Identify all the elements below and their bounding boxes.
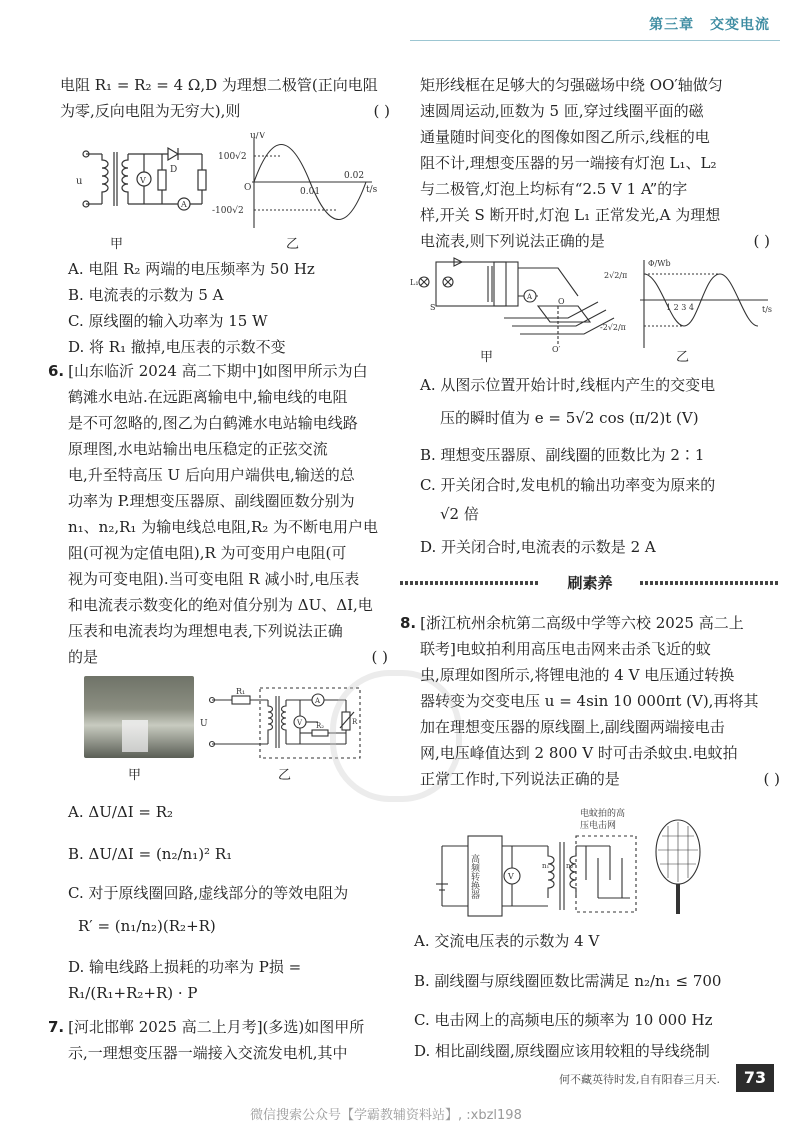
q6-text-line: 电,升至特高压 U 后向用户端供电,输送的总 <box>68 466 355 484</box>
wechat-watermark-text: 微信搜索公众号【学霸教辅资料站】, :xbzl198 <box>250 1108 522 1123</box>
banner-rule-right <box>640 581 780 585</box>
q8-text-line: 联考]电蚊拍利用高压电击网来击杀飞近的蚊 <box>420 640 711 658</box>
answer-paren: ( ) <box>371 648 388 666</box>
q8-text-line: 加在理想变压器的原线圈上,副线圈两端接电击 <box>420 718 725 736</box>
q8-options <box>414 924 774 1066</box>
svg-text:A: A <box>315 697 321 705</box>
option-b: B. 理想变压器原、副线圈的匝数比为 2∶1 <box>420 446 705 464</box>
question-7-start <box>48 1014 388 1066</box>
svg-text:R₁: R₁ <box>236 687 246 696</box>
question-source: [山东临沂 2024 高二下期中] <box>68 362 263 380</box>
fig-label-yi: 乙 <box>278 768 292 783</box>
option-c-cont: √2 倍 <box>440 505 479 523</box>
option-d: D. 将 R₁ 撤掉,电压表的示数不变 <box>68 338 286 356</box>
q7-generator-circuit <box>419 258 614 346</box>
question-7-body <box>420 72 770 254</box>
q5-t-axis-label: t/s <box>366 185 378 195</box>
option-c: C. 开关闭合时,发电机的输出功率变为原来的 <box>420 476 716 494</box>
net-label-line2: 压电击网 <box>580 821 617 831</box>
q6-text-line: 功率为 P.理想变压器原、副线圈匝数分别为 <box>68 492 355 510</box>
q8-circuit-diagram <box>430 806 720 920</box>
fig-label-jia: 甲 <box>128 768 142 783</box>
q7-text-line: 通量随时间变化的图像如图乙所示,线框的电 <box>420 128 710 146</box>
q7-text-line: 样,开关 S 断开时,灯泡 L₁ 正常发光,A 为理想 <box>420 206 721 224</box>
q8-text-line: 网,电压峰值达到 2 800 V 时可击杀蚊虫.电蚊拍 <box>420 744 738 762</box>
svg-text:V: V <box>297 719 303 727</box>
option-a: A. ΔU/ΔI = R₂ <box>68 803 174 821</box>
q6-text-line: 视为可变电阻).当可变电阻 R 减小时,电压表 <box>68 570 360 588</box>
q8-text-line: 虫,原理如图所示,将锂电池的 4 V 电压通过转换 <box>420 666 735 684</box>
net-label-line1: 电蚊拍的高 <box>580 809 626 819</box>
q5-voltage-graph <box>252 138 372 228</box>
q6-text-line: 是不可忽略的,图乙为白鹤滩水电站输电线路 <box>68 414 358 432</box>
q7-figures <box>408 256 788 356</box>
option-a-formula: 压的瞬时值为 e = 5√2 cos (π/2)t (V) <box>440 409 699 427</box>
option-c: C. 原线圈的输入功率为 15 W <box>68 312 268 330</box>
q5-t1: 0.01 <box>300 187 321 197</box>
q6-text-line: 鹤滩水电站.在远距离输电中,输电线的电阻 <box>68 388 348 406</box>
q6-text-line: 如图甲所示为白 <box>262 362 368 380</box>
svg-text:D: D <box>170 165 178 175</box>
question-number: 6. <box>48 362 65 380</box>
svg-text:L₁: L₁ <box>410 278 419 287</box>
banner-rule-left <box>400 581 540 585</box>
svg-text:A: A <box>181 200 187 209</box>
q5-text-line: 为零,反向电阻为无穷大),则 <box>60 102 241 120</box>
option-b: B. ΔU/ΔI = (n₂/n₁)² R₁ <box>68 845 233 863</box>
question-number: 8. <box>400 614 417 632</box>
q7-options <box>420 372 770 564</box>
q5-u-axis-label: u/V <box>250 132 266 141</box>
option-b: B. 电流表的示数为 5 A <box>68 286 224 304</box>
answer-paren: ( ) <box>763 770 780 788</box>
q7-t-axis-label: t/s <box>762 305 773 314</box>
svg-text:u: u <box>76 176 83 187</box>
q6-text-line: 和电流表示数变化的绝对值分别为 ΔU、ΔI,电 <box>68 596 373 614</box>
q7-flux-graph <box>640 260 768 348</box>
option-c: C. 电击网上的高频电压的频率为 10 000 Hz <box>414 1011 713 1029</box>
option-a: A. 电阻 R₂ 两端的电压频率为 50 Hz <box>68 260 315 278</box>
q7-text-line: 速圆周运动,匝数为 5 匝,穿过线圈平面的磁 <box>420 102 704 120</box>
q5-origin: O <box>244 183 252 193</box>
section-banner <box>400 572 780 594</box>
svg-text:n₂: n₂ <box>566 862 574 870</box>
option-d: D. 输电线路上损耗的功率为 P损 = R₁/(R₁+R₂+R) · P <box>68 958 302 1002</box>
q6-text-line: n₁、n₂,R₁ 为输电线总电阻,R₂ 为不断电用户电 <box>68 518 379 536</box>
q5-options <box>68 256 398 360</box>
q7-text-line: 矩形线框在足够大的匀强磁场中绕 OO′轴做匀 <box>420 76 723 94</box>
question-source: [浙江杭州余杭第二高级中学等六校 2025 高二上 <box>420 614 744 632</box>
q5-figures <box>72 132 402 232</box>
q8-text-line: 正常工作时,下列说法正确的是 <box>420 770 620 788</box>
option-d: D. 相比副线圈,原线圈应该用较粗的导线绕制 <box>414 1042 710 1060</box>
fig-label-jia: 甲 <box>480 350 494 365</box>
question-8 <box>400 610 780 792</box>
q7-bottom-value: -2√2/π <box>600 323 626 332</box>
svg-text:V: V <box>140 176 146 185</box>
fig-label-yi: 乙 <box>286 237 300 252</box>
q6-text-line: 阻(可视为定值电阻),R 为可变用户电阻(可 <box>68 544 347 562</box>
chapter-number: 第三章 <box>649 17 695 33</box>
fig-label-yi: 乙 <box>676 350 690 365</box>
option-a: A. 从图示位置开始计时,线框内产生的交变电 <box>420 376 716 394</box>
footer-motto: 何不藏英待时发,自有阳春三月天. <box>559 1073 720 1086</box>
q7-phi-axis-label: Φ/Wb <box>648 259 671 268</box>
q7-text-line: 与二极管,灯泡上均标有“2.5 V 1 A”的字 <box>420 180 688 198</box>
answer-paren: ( ) <box>373 102 390 120</box>
option-c-formula: R′ = (n₁/n₂)(R₂+R) <box>78 917 216 935</box>
q7-ticks: 1 2 3 4 <box>666 303 694 312</box>
q6-text-line: 的是 <box>68 648 99 666</box>
svg-text:A: A <box>527 293 533 301</box>
q5-t2: 0.02 <box>344 171 365 181</box>
q6-text-line: 压表和电流表均为理想电表,下列说法正确 <box>68 622 343 640</box>
option-b: B. 副线圈与原线圈匝数比需满足 n₂/n₁ ≤ 700 <box>414 972 722 990</box>
q7-text-line: 阻不计,理想变压器的另一端接有灯泡 L₁、L₂ <box>420 154 717 172</box>
svg-text:O′: O′ <box>552 345 561 354</box>
q7-text-line: 如图甲所 <box>304 1018 365 1036</box>
q5-text-line: 电阻 R₁ = R₂ = 4 Ω,D 为理想二极管(正向电阻 <box>60 76 378 94</box>
svg-text:O: O <box>558 297 565 306</box>
converter-label: 高频转换器 <box>469 854 479 899</box>
q7-text-line: 示,一理想变压器一端接入交流发电机,其中 <box>68 1044 348 1062</box>
answer-paren: ( ) <box>753 232 770 250</box>
header-divider <box>410 40 780 41</box>
svg-text:V: V <box>508 872 514 881</box>
q8-text-line: 器转变为交变电压 u = 4sin 10 000πt (V),再将其 <box>420 692 759 710</box>
question-source: [河北邯郸 2025 高二上月考](多选) <box>68 1018 305 1036</box>
hydropower-station-photo <box>84 676 194 758</box>
question-number: 7. <box>48 1018 65 1036</box>
svg-text:S: S <box>430 303 436 312</box>
chapter-title: 交变电流 <box>710 17 770 33</box>
svg-text:R₂: R₂ <box>316 722 325 730</box>
q6-options <box>68 792 398 1006</box>
q7-text-line: 电流表,则下列说法正确的是 <box>420 232 605 250</box>
question-6 <box>48 358 388 670</box>
fig-label-jia: 甲 <box>110 237 124 252</box>
option-d: D. 开关闭合时,电流表的示数是 2 A <box>420 538 656 556</box>
q7-top-value: 2√2/π <box>604 271 628 280</box>
section-title: 刷素养 <box>567 574 613 592</box>
svg-text:U: U <box>200 719 208 729</box>
option-a: A. 交流电压表的示数为 4 V <box>414 932 600 950</box>
page-number: 73 <box>736 1064 774 1092</box>
q6-text-line: 原理图,水电站输出电压稳定的正弦交流 <box>68 440 328 458</box>
q5-bottom-value: -100√2 <box>212 206 244 216</box>
chapter-header <box>649 14 770 34</box>
svg-text:n₁: n₁ <box>542 862 550 870</box>
svg-text:R: R <box>352 718 358 726</box>
option-c: C. 对于原线圈回路,虚线部分的等效电阻为 <box>68 884 349 902</box>
left-question-5-tail <box>60 72 390 124</box>
q5-top-value: 100√2 <box>218 152 247 162</box>
